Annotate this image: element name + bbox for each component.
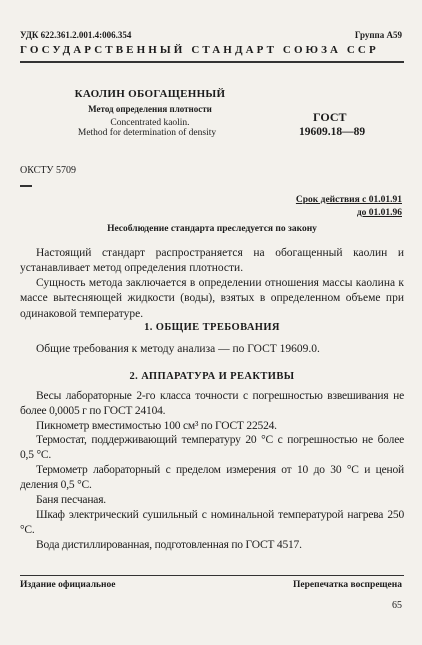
- equipment-item: Термометр лабораторный с пределом измерения от 10 до 30 °С и ценой деления 0,5 °С.: [20, 464, 404, 492]
- document-subtitle: Метод определения плотности: [88, 104, 212, 114]
- validity-label: Срок действия с 01.01.91: [295, 195, 402, 205]
- intro-paragraph-2: Сущность метода заключается в определении отношения массы каолина к массе вытесняющей жидкости (воды), взятых в определенном объеме при одинаковой температуре.: [20, 277, 404, 320]
- reprint-prohibited: Перепечатка воспрещена: [292, 580, 402, 590]
- english-title-line1: Concentrated kaolin.: [110, 118, 190, 128]
- gost-label: ГОСТ: [313, 110, 347, 124]
- header-divider: [20, 61, 404, 63]
- scan-mark: [20, 180, 32, 187]
- intro-paragraph-1: Настоящий стандарт распространяется на обогащенный каолин и устанавливает метод определения плотности.: [20, 247, 404, 275]
- equipment-item: Весы лабораторные 2-го класса точности с погрешностью взвешивания не более 0,0005 г по ГОСТ 24104.: [20, 390, 404, 418]
- official-edition: Издание официальное: [20, 580, 116, 590]
- group-code: Группа А59: [354, 30, 402, 40]
- equipment-item: Пикнометр вместимостью 100 см³ по ГОСТ 22524.: [36, 420, 277, 432]
- document-title: КАОЛИН ОБОГАЩЕННЫЙ: [74, 88, 226, 100]
- page-number: 65: [392, 600, 402, 611]
- equipment-item: Вода дистиллированная, подготовленная по ГОСТ 4517.: [36, 539, 302, 551]
- okstu-code: ОКСТУ 5709: [20, 165, 77, 176]
- validity-until: до 01.01.96: [356, 208, 402, 218]
- udk-code: УДК 622.361.2.001.4:006.354: [20, 30, 132, 40]
- equipment-item: Баня песчаная.: [36, 494, 106, 506]
- section-1-text: Общие требования к методу анализа — по ГОСТ 19609.0.: [36, 343, 320, 355]
- section-1-heading: 1. ОБЩИЕ ТРЕБОВАНИЯ: [144, 322, 280, 333]
- gost-number: 19609.18—89: [299, 126, 366, 138]
- validity-period: [296, 195, 402, 205]
- equipment-item: Шкаф электрический сушильный с номинальной температурой нагрева 250 °С.: [20, 509, 404, 537]
- title-block: [60, 88, 240, 138]
- standard-name: ГОСУДАРСТВЕННЫЙ СТАНДАРТ СОЮЗА ССР: [20, 44, 379, 56]
- section-2-heading: 2. АППАРАТУРА И РЕАКТИВЫ: [129, 371, 295, 382]
- footer-divider: [20, 575, 404, 576]
- equipment-item: Термостат, поддерживающий температуру 20 °С с погрешностью не более 0,5 °С.: [20, 434, 404, 462]
- law-notice: Несоблюдение стандарта преследуется по закону: [107, 224, 317, 234]
- english-title-line2: Method for determination of density: [77, 128, 217, 138]
